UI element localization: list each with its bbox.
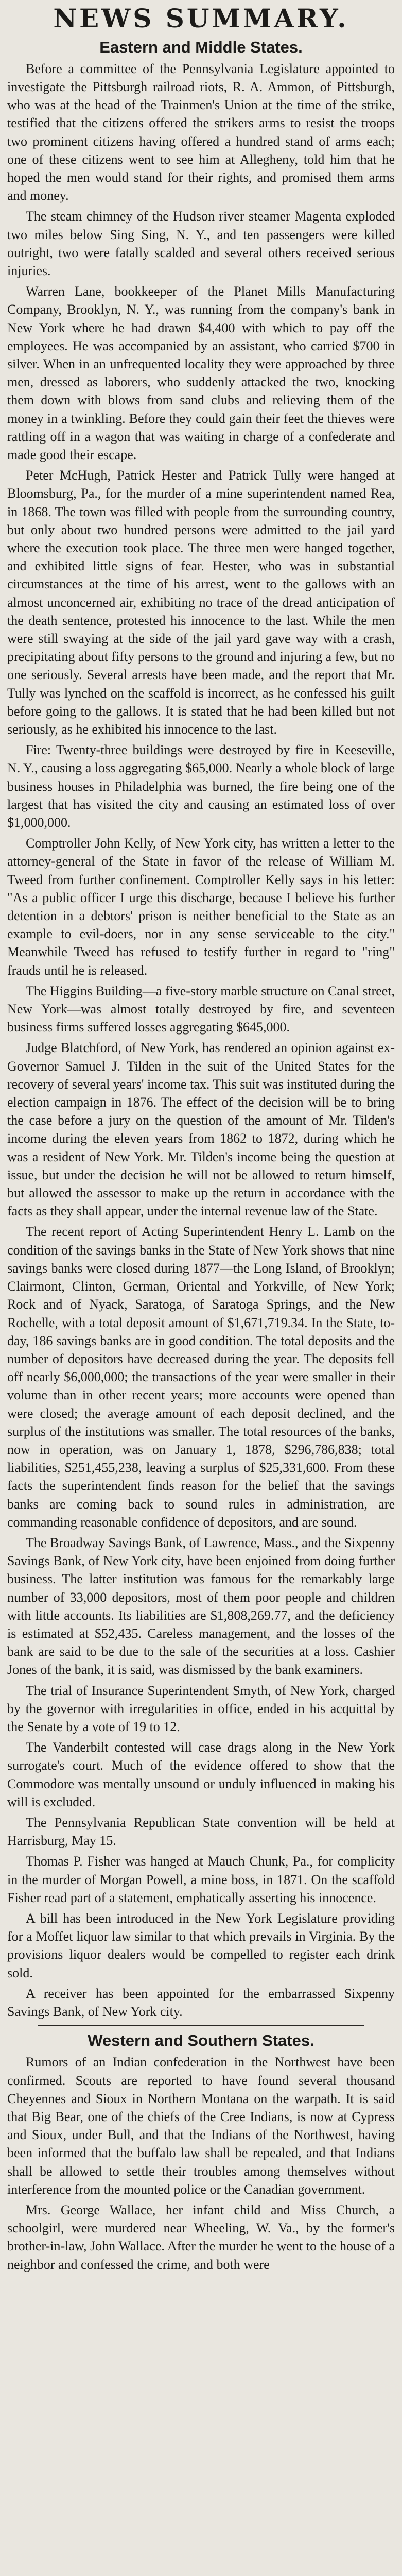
article-paragraph: Mrs. George Wallace, her infant child and Miss Church, a schoolgirl, were murdered near Wheeling, W. Va., by the former's brother-in-law, John Wallace. After the murder he went to the house of a neighbor and confessed the crime, and both were: [7, 2202, 395, 2272]
article-paragraph: Peter McHugh, Patrick Hester and Patrick Tully were hanged at Bloomsburg, Pa., for the murder of a mine superintendent named Rea, in 1868. The town was filled with people from the surrounding country, but only about two hundred persons were admitted to the jail yard where the execution took place. The three men were hanged together, and exhibited little signs of fear. Hester, who was in substantial circumstances at the time of his arrest, went to the gallows with an almost unconcerned air, exhibiting no trace of the dread anticipation of the death sentence, protested his innocence to the last. While the men were still swaying at the side of the jail yard gave way with a crash, precipitating about fifty persons to the ground and injuring a few, but no one seriously. Several arrests have been made, and the report that Mr. Tully was lynched on the scaffold is incorrect, as he confessed his guilt before going to the gallows. It is stated that he had been killed but not seriously, as he exhibited his innocence to the last.: [7, 468, 395, 737]
masthead-title: NEWS SUMMARY.: [53, 3, 349, 33]
article-paragraph: Before a committee of the Pennsylvania Legislature appointed to investigate the Pittsburgh railroad riots, R. A. Ammon, of Pittsburgh, who was at the head of the Trainmen's Union at the time of the strike, testified that the citizens offered the strikers arms to resist the troops two prominent citizens having offered a hundred stand of arms each; one of these citizens went to see him at Allegheny, told him that he hoped the men would stand for their rights, and promised them arms and money.: [7, 61, 395, 204]
article-paragraph: The recent report of Acting Superintendent Henry L. Lamb on the condition of the savings banks in the State of New York shows that nine savings banks were closed during 1877—the Long Island, of Brooklyn; Clairmont, Clinton, German, Oriental and Yorkville, of New York; Rock and of Nyack, Saratoga, of Saratoga Springs, and the New Rochelle, with a total deposit amount of $1,671,719.34. In the State, to-day, 186 savings banks are in good condition. The total deposits and the number of depositors have decreased during the year. The deposits fell off nearly $6,000,000; the transactions of the year were smaller in their volume than in other recent years; more accounts were opened than were closed; the average amount of each deposit declined, and the surplus of the institutions was smaller. The total resources of the banks, now in operation, was on January 1, 1878, $296,786,838; total liabilities, $251,455,238, leaving a surplus of $25,331,600. From these facts the superintendent finds reason for the belief that the savings banks are coming back to sound rules in administration, are commanding reasonable confidence of depositors, and are sound.: [7, 1224, 395, 1530]
article-paragraph: The Pennsylvania Republican State convention will be held at Harrisburg, May 15.: [7, 1815, 395, 1849]
article-paragraph: Judge Blatchford, of New York, has rendered an opinion against ex-Governor Samuel J. Tilden in the suit of the United States for the recovery of several years' income tax. This suit was instituted during the election campaign in 1876. The effect of the decision will be to bring the case before a jury on the question of the amount of Mr. Tilden's income during the eleven years from 1862 to 1872, during which he was a resident of New York. Mr. Tilden's income being the question at issue, but under the decision he will not be allowed to return himself, but allowed the assessor to make up the return in accordance with the facts as they shall appear, under the internal revenue law of the State.: [7, 1040, 395, 1219]
section-western-southern: [7, 2031, 395, 2274]
section-heading: Eastern and Middle States.: [99, 38, 303, 56]
article-paragraph: The steam chimney of the Hudson river steamer Magenta exploded two miles below Sing Sing, N. Y., and ten passengers were killed outright, two were fatally scalded and several others received serious injuries.: [7, 209, 395, 278]
article-paragraph: Thomas P. Fisher was hanged at Mauch Chunk, Pa., for complicity in the murder of Morgan Powell, a mine boss, in 1871. On the scaffold Fisher read part of a statement, emphatically asserting his innocence.: [7, 1854, 395, 1905]
article-paragraph: Fire: Twenty-three buildings were destroyed by fire in Keeseville, N. Y., causing a loss aggregating $65,000. Nearly a whole block of large business houses in Philadelphia was burned, the fire being one of the largest that has visited the city and causing an estimated loss of over $1,000,000.: [7, 742, 395, 831]
article-paragraph: Comptroller John Kelly, of New York city, has written a letter to the attorney-general of the State in favor of the release of William M. Tweed from further confinement. Comptroller Kelly says in his letter: "As a public officer I urge this discharge, because I believe his further detention in a debtors' prison is neither beneficial to the State as an example to evil-doers, nor in any sense serviceable to the city." Meanwhile Tweed has refused to testify further in regard to "ring" frauds until he is released.: [7, 836, 395, 978]
section-eastern-middle: [7, 38, 395, 2021]
article-paragraph: The Broadway Savings Bank, of Lawrence, Mass., and the Sixpenny Savings Bank, of New York city, have been enjoined from doing further business. The latter institution was famous for the remarkably large number of 33,000 depositors, most of them poor people and children with little accounts. Its liabilities are $1,808,269.77, and the deficiency is estimated at $52,435. Careless management, and the losses of the bank are said to be due to the sale of the securities at a loss. Cashier Jones of the bank, it is said, was dismissed by the bank examiners.: [7, 1535, 395, 1677]
article-paragraph: A receiver has been appointed for the embarrassed Sixpenny Savings Bank, of New York city.: [7, 1986, 395, 2020]
article-paragraph: Rumors of an Indian confederation in the Northwest have been confirmed. Scouts are reported to have found several thousand Cheyennes and Sioux in Northern Montana on the warpath. It is said that Big Bear, one of the chiefs of the Cree Indians, is now at Cypress and Sioux, under Bull, and that the Indians of the Northwest, having been informed that the buffalo law shall be repealed, and that Indians shall be allowed to settle their troubles among themselves without interference from the mounted police or the Canadian government.: [7, 2055, 395, 2197]
article-paragraph: A bill has been introduced in the New York Legislature providing for a Moffet liquor law similar to that which prevails in Virginia. By the provisions liquor dealers would be compelled to register each drink sold.: [7, 1911, 395, 1980]
section-divider: [38, 2025, 364, 2026]
article-paragraph: The trial of Insurance Superintendent Smyth, of New York, charged by the governor with irregularities in office, ended in his acquittal by the Senate by a vote of 19 to 12.: [7, 1683, 395, 1734]
article-paragraph: The Vanderbilt contested will case drags along in the New York surrogate's court. Much of the evidence offered to show that the Commodore was mentally unsound or unduly influenced in making his will is excluded.: [7, 1740, 395, 1809]
article-paragraph: Warren Lane, bookkeeper of the Planet Mills Manufacturing Company, Brooklyn, N. Y., was running from the company's bank in New York where he had drawn $4,400 with which to pay off the employees. He was accompanied by an assistant, who carried $700 in silver. When in an unfrequented locality they were approached by three men, dressed as laborers, who suddenly attacked the two, knocking them down with blows from sand clubs and relieving them of the money in a twinkling. Before they could gain their feet the thieves were rattling off in a wagon that was waiting in charge of a confederate and made good their escape.: [7, 284, 395, 462]
section-heading: Western and Southern States.: [88, 2031, 314, 2050]
article-paragraph: The Higgins Building—a five-story marble structure on Canal street, New York—was almost totally destroyed by fire, and seventeen business firms suffered losses aggregating $645,000.: [7, 983, 395, 1035]
